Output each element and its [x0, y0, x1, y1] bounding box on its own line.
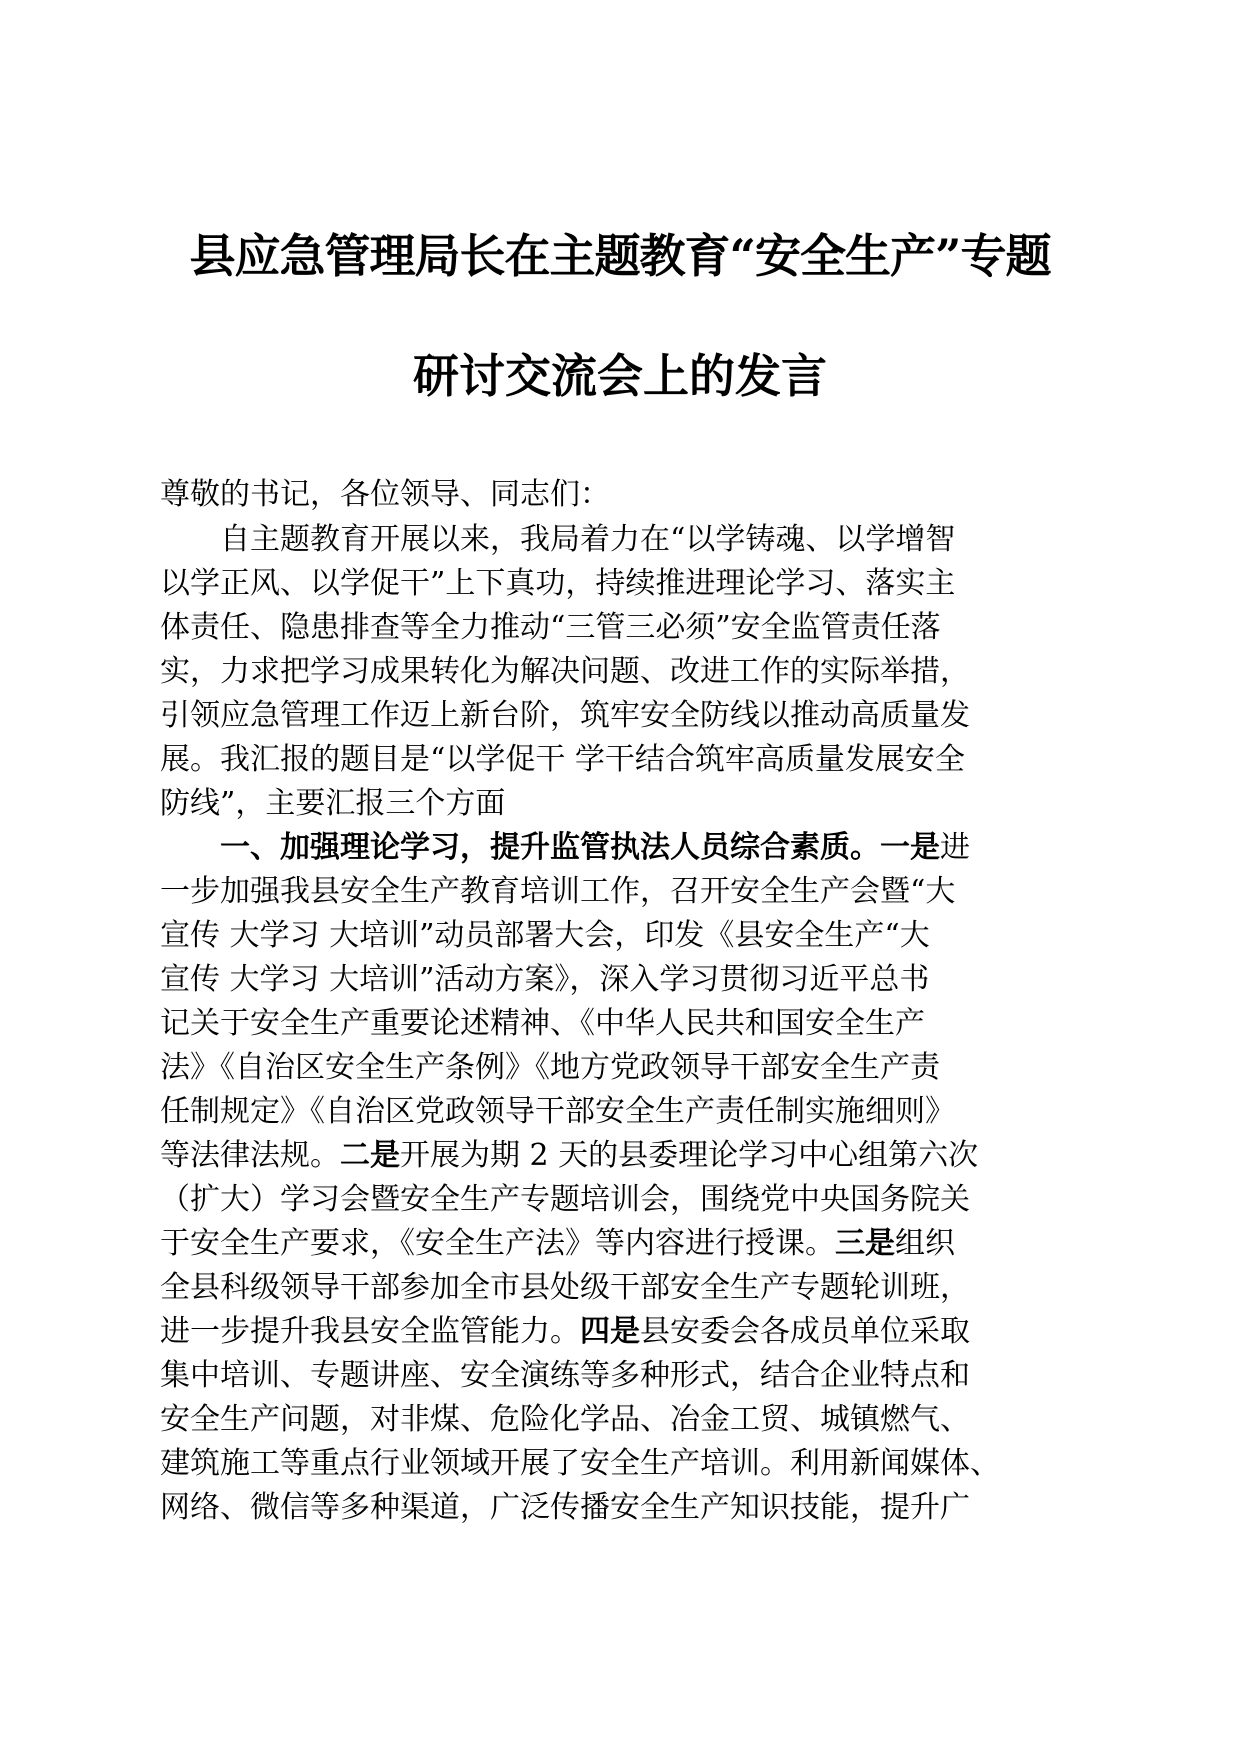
paragraph-line: 宣传 大学习 大培训”动员部署大会，印发《县安全生产“大	[160, 918, 930, 953]
paragraph-text: 县安委会各成员单位采取	[640, 1314, 970, 1349]
document-title-line-2: 研讨交流会上的发言	[413, 349, 827, 403]
paragraph-line: （扩大）学习会暨安全生产专题培训会，围绕党中央国务院关	[160, 1182, 970, 1217]
paragraph-line: 集中培训、专题讲座、安全演练等多种形式，结合企业特点和	[160, 1358, 970, 1393]
paragraph-line: 建筑施工等重点行业领域开展了安全生产培训。利用新闻媒体、	[160, 1446, 1000, 1481]
section-heading-line	[220, 830, 970, 865]
paragraph-line	[160, 1314, 970, 1349]
paragraph-line: 法》《自治区安全生产条例》《地方党政领导干部安全生产责	[160, 1050, 940, 1085]
paragraph-line: 实，力求把学习成果转化为解决问题、改进工作的实际举措，	[160, 654, 970, 689]
paragraph-text: 于安全生产要求，《安全生产法》等内容进行授课。	[160, 1226, 835, 1261]
paragraph-line: 记关于安全生产重要论述精神、《中华人民共和国安全生产	[160, 1006, 925, 1041]
paragraph-line	[160, 1226, 955, 1261]
point-marker: 一是	[880, 830, 940, 865]
point-marker: 四是	[580, 1314, 640, 1349]
salutation: 尊敬的书记，各位领导、同志们：	[160, 477, 610, 512]
paragraph-line: 宣传 大学习 大培训”活动方案》，深入学习贯彻习近平总书	[160, 962, 930, 997]
point-marker: 三是	[835, 1226, 895, 1261]
paragraph-line: 体责任、隐患排查等全力推动“三管三必须”安全监管责任落	[160, 610, 941, 645]
paragraph-text: 进	[940, 830, 970, 865]
paragraph-line: 自主题教育开展以来，我局着力在“以学铸魂、以学增智	[220, 522, 956, 557]
paragraph-text: 开展为期 2 天的县委理论学习中心组第六次	[400, 1138, 979, 1173]
paragraph-line	[160, 1138, 979, 1173]
document-title-line-1: 县应急管理局长在主题教育“安全生产”专题	[189, 229, 1051, 283]
paragraph-line: 展。我汇报的题目是“以学促干 学干结合筑牢高质量发展安全	[160, 742, 965, 777]
paragraph-line: 以学正风、以学促干”上下真功，持续推进理论学习、落实主	[160, 566, 956, 601]
paragraph-line: 安全生产问题，对非煤、危险化学品、冶金工贸、城镇燃气、	[160, 1402, 970, 1437]
paragraph-line: 一步加强我县安全生产教育培训工作，召开安全生产会暨“大	[160, 874, 956, 909]
paragraph-line: 引领应急管理工作迈上新台阶，筑牢安全防线以推动高质量发	[160, 698, 970, 733]
paragraph-text: 进一步提升我县安全监管能力。	[160, 1314, 580, 1349]
paragraph-text: 等法律法规。	[160, 1138, 340, 1173]
paragraph-text: 组织	[895, 1226, 955, 1261]
paragraph-line: 防线”，主要汇报三个方面	[160, 786, 506, 821]
point-marker: 二是	[340, 1138, 400, 1173]
paragraph-line: 全县科级领导干部参加全市县处级干部安全生产专题轮训班，	[160, 1270, 970, 1305]
paragraph-line: 任制规定》《自治区党政领导干部安全生产责任制实施细则》	[160, 1094, 955, 1129]
section-heading: 一、加强理论学习，提升监管执法人员综合素质。	[220, 830, 880, 865]
paragraph-line: 网络、微信等多种渠道，广泛传播安全生产知识技能，提升广	[160, 1490, 970, 1525]
